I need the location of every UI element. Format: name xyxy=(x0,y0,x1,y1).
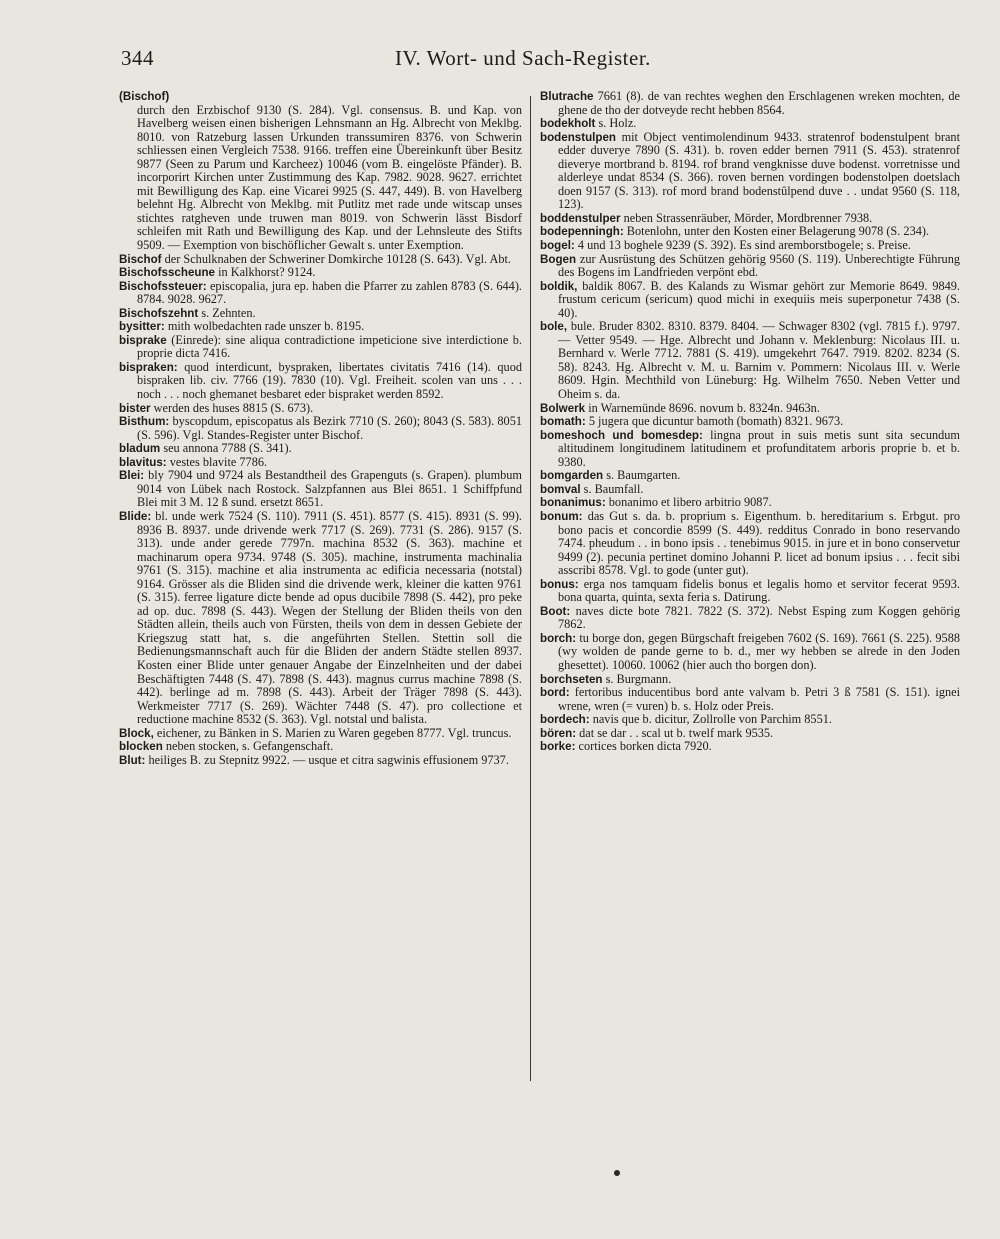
entry-text: neben Strassenräuber, Mörder, Mordbrenner 7938. xyxy=(623,210,873,225)
index-entry xyxy=(119,307,522,321)
index-entry xyxy=(540,280,960,321)
index-entry xyxy=(540,686,960,713)
index-entry xyxy=(119,754,522,768)
entry-text: fertoribus inducentibus bord ante valvam b. Petri 3 ß 7581 (S. 151). ignei wrene, wren (= vuren) b. s. Holz oder Preis. xyxy=(558,685,960,713)
entry-headword: borchseten xyxy=(540,672,603,686)
index-entry xyxy=(119,253,522,267)
entry-headword: Bolwerk xyxy=(540,401,586,415)
index-entry xyxy=(540,469,960,483)
entry-headword: bladum xyxy=(119,442,161,456)
entry-text: 7661 (8). de van rechtes weghen den Erschlagenen wreken mochten, de ghene de tho der dotveyde recht hebben 8564. xyxy=(558,89,961,117)
entry-headword: bodepenningh: xyxy=(540,225,624,239)
entry-text: naves dicte bote 7821. 7822 (S. 372). Nebst Esping zum Koggen gehörig 7862. xyxy=(558,603,960,632)
entry-text: eichener, zu Bänken in S. Marien zu Waren gegeben 8777. Vgl. truncus. xyxy=(156,725,512,740)
index-entry xyxy=(540,253,960,280)
index-entry xyxy=(540,239,960,253)
column-divider xyxy=(530,96,531,1081)
index-entry xyxy=(540,632,960,673)
entry-headword: bodekholt xyxy=(540,117,596,131)
page-number: 344 xyxy=(121,46,154,70)
index-entry xyxy=(119,442,522,456)
index-entry xyxy=(540,740,960,754)
entry-headword: blocken xyxy=(119,740,163,754)
index-entry xyxy=(540,117,960,131)
index-entry xyxy=(540,673,960,687)
entry-text: s. Zehnten. xyxy=(201,305,256,320)
index-entry xyxy=(540,727,960,741)
entry-text: vestes blavite 7786. xyxy=(169,454,268,469)
entry-text: mith wolbedachten rade unszer b. 8195. xyxy=(167,319,365,334)
entry-headword: Boot: xyxy=(540,604,571,618)
index-entry xyxy=(119,266,522,280)
entry-headword: bören: xyxy=(540,726,577,740)
entry-headword: Blide: xyxy=(119,509,152,523)
entry-headword: Blutrache xyxy=(540,90,594,103)
index-entry xyxy=(540,212,960,226)
index-entry xyxy=(119,740,522,754)
entry-headword: bomath: xyxy=(540,415,586,429)
running-head: IV. Wort- und Sach-Register. xyxy=(395,46,651,70)
entry-text: neben stocken, s. Gefangenschaft. xyxy=(165,739,334,754)
entry-headword: boddenstulper xyxy=(540,211,621,225)
entry-text: 5 jugera que dicuntur bamoth (bomath) 8321. 9673. xyxy=(588,414,844,429)
entry-headword: bomval xyxy=(540,482,581,496)
entry-text: bonanimo et libero arbitrio 9087. xyxy=(608,495,772,510)
index-entry xyxy=(119,415,522,442)
entry-text: bly 7904 und 9724 als Bestandtheil des Grapenguts (s. Grapen). plumbum 9014 von Lübek nach Rostock. Salzpfannen aus Blei 8651. 1 Schiffpfund Blei mit 3 M. 12 ß sund. ersetzt 8651. xyxy=(137,468,522,510)
index-entry xyxy=(119,510,522,727)
index-entry xyxy=(540,131,960,212)
index-entry xyxy=(540,225,960,239)
entry-text: 4 und 13 boghele 9239 (S. 392). Es sind aremborstbogele; s. Preise. xyxy=(577,238,911,253)
index-entry xyxy=(119,727,522,741)
entry-headword: Bischofsscheune xyxy=(119,266,215,280)
index-entry xyxy=(540,429,960,470)
index-entry xyxy=(119,469,522,510)
entry-text: s. Holz. xyxy=(598,116,637,131)
entry-headword: bogel: xyxy=(540,239,575,253)
entry-headword: blavitus: xyxy=(119,455,167,469)
entry-headword: bonanimus: xyxy=(540,496,606,510)
entry-text: s. Baumfall. xyxy=(583,481,644,496)
entry-headword: bodenstulpen xyxy=(540,130,616,144)
entry-text: tu borge don, gegen Bürgschaft freigeben 7602 (S. 169). 7661 (S. 225). 9588 (wy wolden de pande gerne to b. d., mer wy hebben se alrede in den Joden ghesettet). 10060. 10062 (hier auch tho borgen don). xyxy=(558,630,960,672)
entry-text: durch den Erzbischof 9130 (S. 284). Vgl. consensus. B. und Kap. von Havelberg weisen einen bisherigen Lehnsmann an Hg. Albrecht von Meklbg. 8010. von Ratzeburg lassen Urkunden transsumiren 8376. von Schwerin schliessen einen Vergleich 7538. 9166. treffen eine Übereinkunft über Besitz 9877 (Seen zu Parum und Karcheez) 10046 (vom B. eingelöste Pfänder). B. incorporirt Kirchen unter Zustimmung des Kap. 7982. 9028. 9627. errichtet mit Bewilligung des Kap. eine Vicarei 9925 (S. 447, 449). B. von Havelberg belehnt Hg. Albrecht von Meklbg. mit Putlitz met rade unde witscap unses stichtes ratgheven unde truwen man 8019. von Schwerin lässt Bisdorf schleifen mit Rath und Bewilligung des Kap. und der Lehnsleute des Stifts 9509. — Exemption von bischöflicher Gewalt s. unter Exemption. xyxy=(137,102,522,253)
index-entry xyxy=(540,90,960,117)
entry-text: episcopalia, jura ep. haben die Pfarrer zu zahlen 8783 (S. 644). 8784. 9028. 9627. xyxy=(137,278,522,307)
entry-text: der Schulknaben der Schweriner Domkirche 10128 (S. 643). Vgl. Abt. xyxy=(164,251,512,266)
index-entry xyxy=(119,402,522,416)
index-entry xyxy=(540,496,960,510)
entry-headword: Block, xyxy=(119,726,154,740)
entry-headword: Bisthum: xyxy=(119,415,170,429)
entry-text: (Einrede): sine aliqua contradictione impeticione sive interdictione b. proprie dicta 7416. xyxy=(137,332,523,361)
index-entry xyxy=(540,713,960,727)
entry-text: werden des huses 8815 (S. 673). xyxy=(153,400,314,415)
index-entry xyxy=(540,483,960,497)
entry-headword: bister xyxy=(119,401,151,415)
index-entry xyxy=(540,402,960,416)
entry-text: das Gut s. da. b. proprium s. Eigenthum. b. hereditarium s. Erbgut. pro bono pacis et concordie 8599 (S. 449). redditus Conrado in bono reservando 7474. pheudum . . in bono ipsis . . tenebimus 9015. in jure et in bono conservetur 9499 (2). pecunia pertinet domino Johanni P. licet ad bonum ipsius . . . fecit sibi asscribi 8578. Vgl. to gode (unter gut). xyxy=(558,508,960,578)
entry-headword: borke: xyxy=(540,740,576,754)
entry-headword: bomeshoch und bomesdep: xyxy=(540,428,703,442)
entry-text: navis que b. dicitur, Zollrolle von Parchim 8551. xyxy=(592,712,832,727)
entry-headword: Bogen xyxy=(540,252,577,266)
entry-headword: bonum: xyxy=(540,509,583,523)
entry-text: mit Object ventimolendinum 9433. stratenrof bodenstulpent brant edder duverye 7890 (S. 431). b. roven edder bernen 7911 (S. 453). stratenrof dieverye mortbrand b. 8194. rof brand vengknisse duve bodenst. vorretnisse und alderleye undat 8534 (S. 366). roven bernen vordingen bodenstolpen doetslach doen 9157 (S. 313). rof mord brand bodenstûlpend duve . . undat 9560 (S. 118, 123). xyxy=(558,129,960,212)
entry-headword: bisprake xyxy=(119,333,167,347)
index-entry xyxy=(119,280,522,307)
entry-headword: bispraken: xyxy=(119,360,178,374)
index-entry xyxy=(540,415,960,429)
index-entry xyxy=(119,361,522,402)
entry-text: in Warnemünde 8696. novum b. 8324n. 9463n. xyxy=(588,400,820,415)
entry-text: Botenlohn, unter den Kosten einer Belagerung 9078 (S. 234). xyxy=(626,224,930,239)
index-entry xyxy=(119,90,522,253)
entry-text: s. Baumgarten. xyxy=(606,468,681,483)
entry-text: erga nos tamquam fidelis bonus et legalis homo et servitor fecerat 9593. bona quarta, quinta, sexta feria s. Datirung. xyxy=(558,576,960,605)
entry-headword: bonus: xyxy=(540,577,579,591)
entry-headword: boldik, xyxy=(540,279,578,293)
entry-headword: Blut: xyxy=(119,753,146,767)
entry-headword: bord: xyxy=(540,686,570,700)
entry-headword: Bischofszehnt xyxy=(119,306,199,320)
entry-text: in Kalkhorst? 9124. xyxy=(218,265,316,280)
entry-text: heiliges B. zu Stepnitz 9922. — usque et citra sagwinis effusionem 9737. xyxy=(148,752,509,767)
left-column xyxy=(119,90,522,767)
entry-text: lingna prout in suis metis sunt sita secundum altitudinem longitudinem latitudinem et profunditatem arboris proprie b. et b. 9380. xyxy=(558,427,960,469)
entry-headword: bysitter: xyxy=(119,320,165,334)
entry-headword: bomgarden xyxy=(540,469,604,483)
entry-headword: Bischof xyxy=(119,252,162,266)
entry-text: baldik 8067. B. des Kalands zu Wismar gehört zur Memorie 8649. 9849. frustum cericum (sericum) quod michi in exequiis meis superponetur 7438 (S. 40). xyxy=(558,278,961,320)
index-entry xyxy=(540,605,960,632)
entry-text: seu annona 7788 (S. 341). xyxy=(163,441,292,456)
right-column xyxy=(540,90,960,754)
index-entry xyxy=(540,510,960,578)
entry-headword: Bischofssteuer: xyxy=(119,279,207,293)
entry-text: dat se dar . . scal ut b. twelf mark 9535. xyxy=(579,725,774,740)
entry-text: zur Ausrüstung des Schützen gehörig 9560 (S. 119). Unberechtigte Führung des Bogens im Landfrieden verpönt ebd. xyxy=(558,251,960,280)
entry-headword: bordech: xyxy=(540,713,590,727)
entry-text: s. Burgmann. xyxy=(605,671,672,686)
entry-headword: (Bischof) xyxy=(119,90,170,103)
index-entry xyxy=(540,320,960,401)
entry-text: cortices borken dicta 7920. xyxy=(578,739,712,754)
entry-headword: Blei: xyxy=(119,469,145,483)
entry-text: byscopdum, episcopatus als Bezirk 7710 (S. 260); 8043 (S. 583). 8051 (S. 596). Vgl. Standes-Register unter Bischof. xyxy=(137,414,522,442)
entry-headword: bole, xyxy=(540,320,568,334)
index-entry xyxy=(119,334,522,361)
entry-text: bule. Bruder 8302. 8310. 8379. 8404. — Schwager 8302 (vgl. 7815 f.). 9797. — Vetter 9549. — Hge. Albrecht und Johann v. Meklenburg: Nicolaus III. u. Bernhard v. Werle 7712. 7881 (S. 419). umgekehrt 7647. 7919. 8202. 8234 (S. 58). 8243. Hg. Albrecht v. M. u. Barnim v. Pommern: Nicolaus III. v. Werle 8609. Hgin. Mechthild von Lüneburg: Hg. Wilhelm 7650. Neben Vetter und Oheim s. da. xyxy=(558,319,960,402)
ink-speck xyxy=(614,1170,620,1176)
entry-text: quod interdicunt, byspraken, libertates civitatis 7416 (14). quod bispraken lib. civ. 7766 (19). 7830 (10). Vgl. Freiheit. scolen van uns . . . noch . . . noch ghemanet besbaret eder bispraket werden 8592. xyxy=(137,359,522,402)
entry-text: bl. unde werk 7524 (S. 110). 7911 (S. 451). 8577 (S. 415). 8931 (S. 99). 8936 B. 8937. unde drivende werk 7717 (S. 269). 7731 (S. 286). 9157 (S. 313). unde ander gerede 7797n. machina 8532 (S. 363). machine et machinarum opera 9734. 9748 (S. 305). machine, instrumenta machinalia 9761 (S. 315). machine et alia instrumenta ac edificia necessaria (notstal) 9164. Grösser als die Bliden sind die drivende werk, kleiner die katten 9761 (S. 315). ferree ligature dicte bende ad opus ducibile 7898 (S. 442), pro peke ad op. duc. 7898 (S. 443). Wegen der Stellung der Bliden theils von den Städten allein, theils auch von Fürsten, theils von dem in dessen Gebiete der Kriegszug statt hat, s. die angeführten Stellen. Stettin soll die Bedienungsmannschaft auch für die Bliden der andern Städte stellen 8937. Kosten einer Blide unter genauer Angabe der Einzelnheiten und der dabei Beschäftigten 7448 (S. 47). 7898 (S. 443). magnus currus machine 7898 (S. 442). berlinge ad m. 7898 (S. 443). Arbeit der Träger 7898 (S. 443). Werkmeister 7717 (S. 269). Wächter 7448 (S. 47). pro collectione et reductione machine 8532 (S. 363). Vgl. notstal und balista. xyxy=(137,508,523,727)
index-entry xyxy=(119,320,522,334)
entry-headword: borch: xyxy=(540,631,577,645)
index-entry xyxy=(540,578,960,605)
index-entry xyxy=(119,456,522,470)
